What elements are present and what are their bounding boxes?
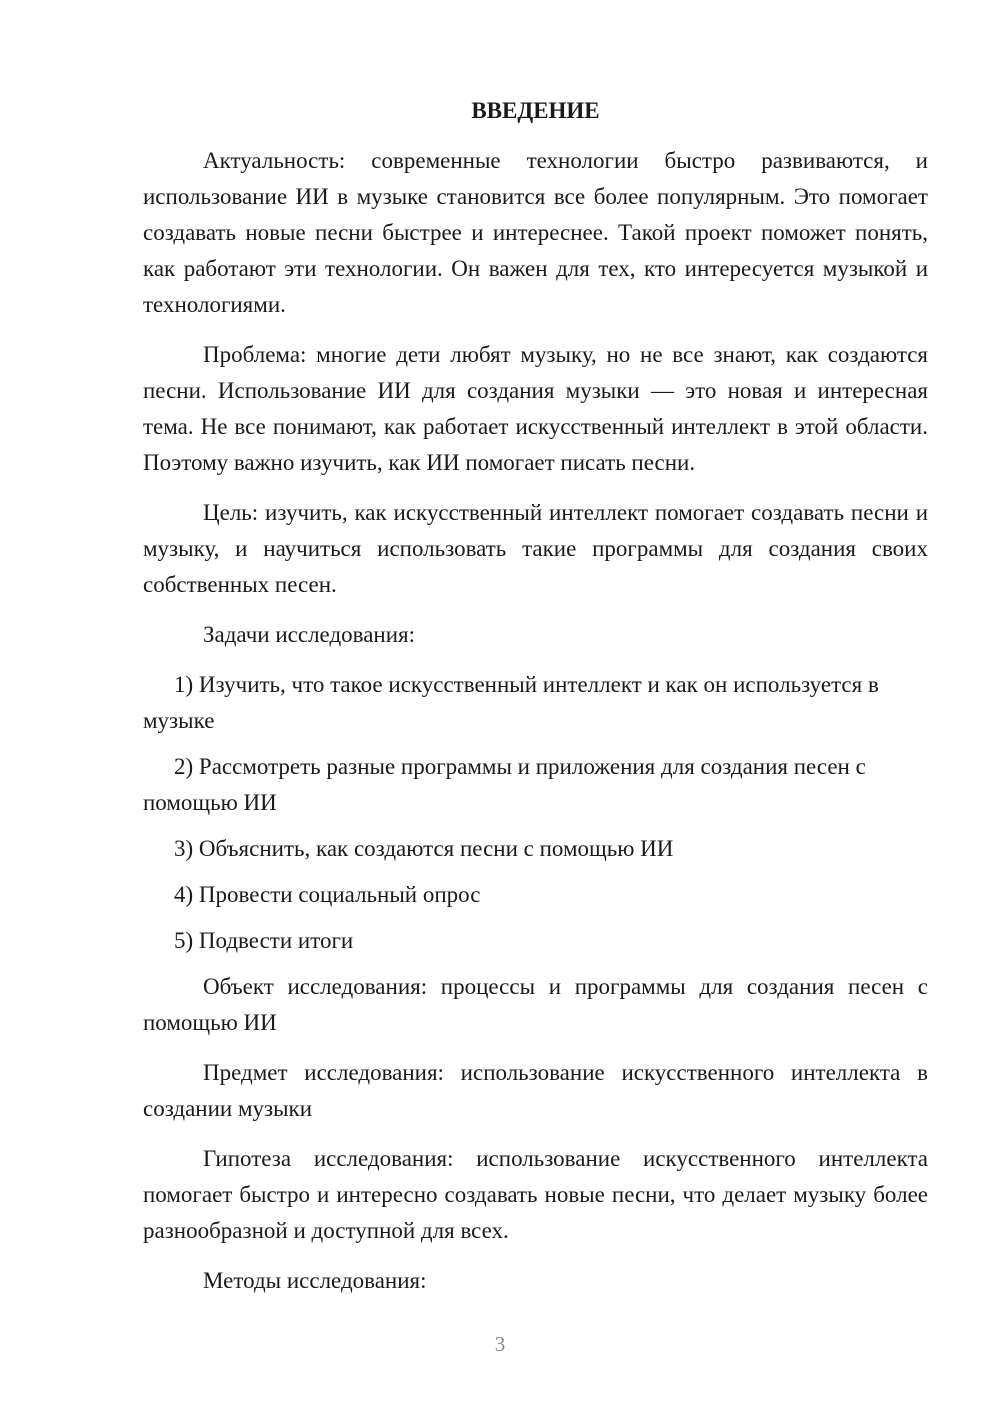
task-item: 2) Рассмотреть разные программы и приложения для создания песен с помощью ИИ: [143, 754, 866, 815]
paragraph-problem: Проблема: многие дети любят музыку, но не все знают, как создаются песни. Использование ИИ для создания музыки — это новая и интересная тема. Не все понимают, как работает искусственный интеллект в этой области. Поэтому важно изучить, как ИИ помогает писать песни.: [143, 342, 928, 475]
paragraph-hypothesis: Гипотеза исследования: использование искусственного интеллекта помогает быстро и интересно создавать новые песни, что делает музыку более разнообразной и доступной для всех.: [143, 1146, 928, 1243]
paragraph-goal: Цель: изучить, как искусственный интеллект помогает создавать песни и музыку, и научиться использовать такие программы для создания своих собственных песен.: [143, 500, 928, 597]
task-item: 5) Подвести итоги: [174, 928, 354, 953]
task-item: 4) Провести социальный опрос: [174, 882, 481, 907]
page-content: [143, 93, 928, 1313]
task-item: 1) Изучить, что такое искусственный интеллект и как он используется в музыке: [143, 672, 879, 733]
task-item: 3) Объяснить, как создаются песни с помощью ИИ: [174, 836, 674, 861]
paragraph-relevance: Актуальность: современные технологии быстро развиваются, и использование ИИ в музыке становится все более популярным. Это помогает создавать новые песни быстрее и интереснее. Такой проект поможет понять, как работают эти технологии. Он важен для тех, кто интересуется музыкой и технологиями.: [143, 148, 928, 317]
paragraph-tasks-intro: Задачи исследования:: [203, 622, 416, 647]
paragraph-methods: Методы исследования:: [203, 1268, 427, 1293]
paragraph-subject: Предмет исследования: использование искусственного интеллекта в создании музыки: [143, 1060, 928, 1121]
paragraph-object: Объект исследования: процессы и программы для создания песен с помощью ИИ: [143, 974, 928, 1035]
page-number: 3: [494, 1332, 506, 1356]
section-heading: ВВЕДЕНИЕ: [471, 98, 600, 123]
